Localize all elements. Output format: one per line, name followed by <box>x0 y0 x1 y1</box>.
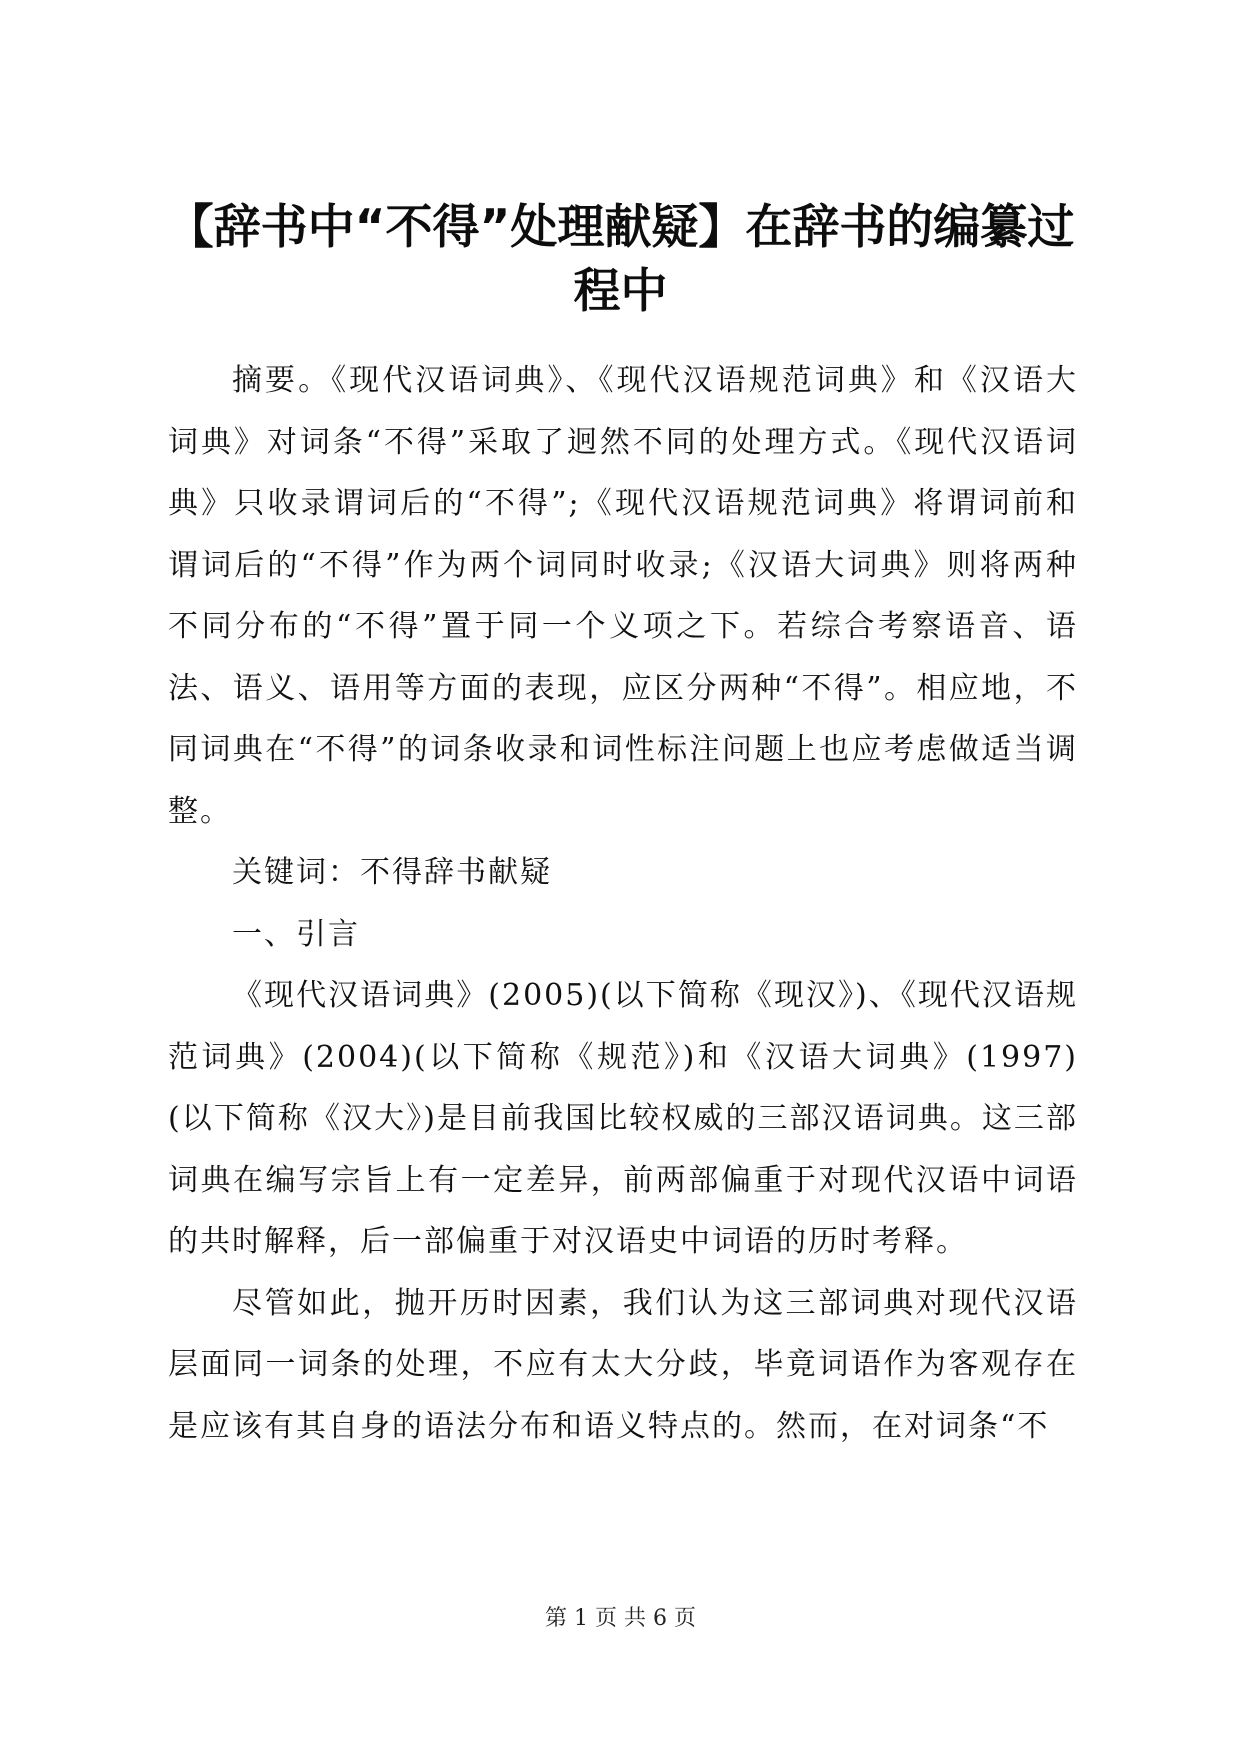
section-heading: 一、引言 <box>232 916 360 952</box>
document-title: 【辞书中“不得”处理献疑】在辞书的编纂过程中 <box>166 200 1075 319</box>
keywords-paragraph: 关键词：不得辞书献疑 <box>232 855 552 890</box>
document-body <box>168 350 1078 1457</box>
abstract-paragraph: 摘要。《现代汉语词典》、《现代汉语规范词典》和《汉语大词典》对词条“不得”采取了迥然不同的处理方式。《现代汉语词典》只收录谓词后的“不得”;《现代汉语规范词典》将谓词前和谓词后的“不得”作为两个词同时收录;《汉语大词典》则将两种不同分布的“不得”置于同一个义项之下。若综合考察语音、语法、语义、语用等方面的表现，应区分两种“不得”。相应地，不同词典在“不得”的词条收录和词性标注问题上也应考虑做适当调整。 <box>168 363 1078 829</box>
page-number: 第 1 页 共 6 页 <box>545 1606 696 1631</box>
body-paragraph: 尽管如此，抛开历时因素，我们认为这三部词典对现代汉语层面同一词条的处理，不应有太大分歧，毕竟词语作为客观存在是应该有其自身的语法分布和语义特点的。然而，在对词条“不 <box>168 1285 1078 1444</box>
body-paragraph: 《现代汉语词典》(2005)(以下简称《现汉》)、《现代汉语规范词典》(2004)(以下简称《规范》)和《汉语大词典》(1997)(以下简称《汉大》)是目前我国比较权威的三部汉语词典。这三部词典在编写宗旨上有一定差异，前两部偏重于对现代汉语中词语的共时解释，后一部偏重于对汉语史中词语的历时考释。 <box>168 978 1078 1259</box>
page-footer <box>0 1604 1241 1634</box>
